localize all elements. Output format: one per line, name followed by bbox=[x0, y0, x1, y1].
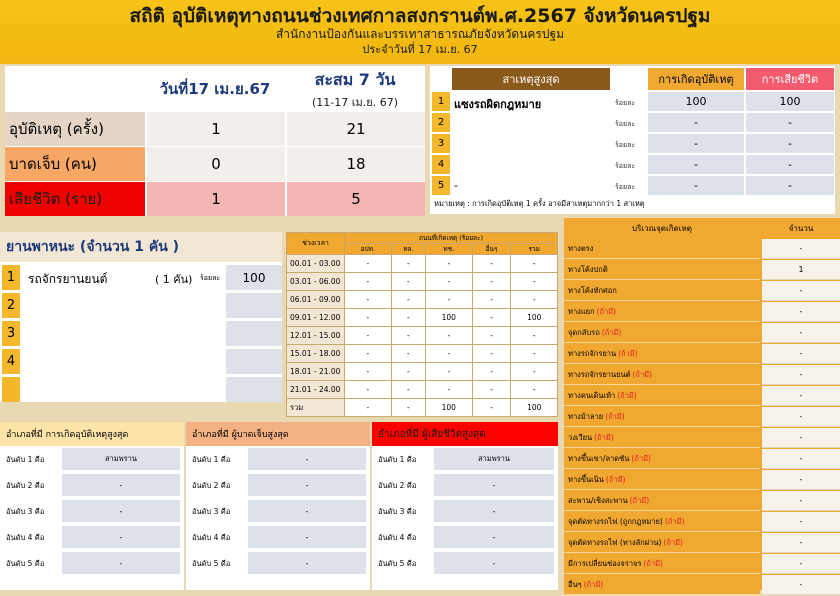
location-label: จุดตัดทางรถไฟ (ถูกกฎหมาย) bbox=[568, 516, 663, 526]
location-suffix: (ถ้ามี) bbox=[629, 495, 650, 505]
location-suffix: (ถ้ามี) bbox=[605, 411, 625, 421]
summary-today-value: 1 bbox=[145, 182, 285, 216]
cause-death-value: - bbox=[744, 134, 834, 153]
location-name bbox=[564, 533, 760, 553]
time-cell: - bbox=[472, 381, 511, 399]
time-slot: 12.01 - 15.00 bbox=[287, 327, 345, 345]
district-rank: อันดับ 2 คือ bbox=[6, 481, 45, 490]
location-row bbox=[564, 386, 840, 407]
district-rank: อันดับ 1 คือ bbox=[192, 455, 231, 464]
location-row bbox=[564, 302, 840, 323]
location-count: - bbox=[762, 344, 840, 364]
location-label: วงเวียน bbox=[568, 432, 593, 442]
cause-accident-value: - bbox=[648, 176, 744, 195]
location-row bbox=[564, 407, 840, 428]
location-count: - bbox=[762, 302, 840, 322]
cause-death-value: - bbox=[744, 155, 834, 174]
vehicle-value bbox=[226, 321, 282, 346]
district-rank: อันดับ 5 คือ bbox=[192, 559, 231, 568]
time-slot: 09.01 - 12.00 bbox=[287, 309, 345, 327]
vehicle-rank: 4 bbox=[2, 349, 20, 374]
road-col-header: อปท. bbox=[345, 244, 392, 255]
location-suffix: (ถ้ามี) bbox=[664, 516, 685, 526]
location-suffix: (ถ้ามี) bbox=[594, 432, 614, 442]
district-value: สามพราน bbox=[434, 448, 554, 470]
time-row bbox=[287, 255, 558, 273]
time-cell: - bbox=[426, 363, 472, 381]
location-name bbox=[564, 554, 760, 574]
percent-label: ร้อยละ bbox=[615, 120, 636, 128]
district-rank: อันดับ 4 คือ bbox=[192, 533, 231, 542]
vehicle-row bbox=[0, 377, 282, 403]
location-label: ทางขึ้นเนิน bbox=[568, 474, 604, 484]
time-cell: - bbox=[345, 399, 392, 417]
time-cell: - bbox=[391, 399, 425, 417]
cause-row bbox=[430, 113, 835, 133]
vehicle-row bbox=[0, 321, 282, 347]
cause-row bbox=[430, 134, 835, 154]
summary-label: เสียชีวิต (ราย) bbox=[5, 182, 145, 216]
time-cell: - bbox=[345, 327, 392, 345]
vehicle-value bbox=[226, 293, 282, 318]
location-label: มีการเปลี่ยนช่องจราจร bbox=[568, 558, 642, 568]
district-rank: อันดับ 4 คือ bbox=[6, 533, 45, 542]
summary-cumulative-value: 21 bbox=[285, 112, 425, 146]
time-cell: - bbox=[345, 363, 392, 381]
locations-col-place: บริเวณจุดเกิดเหตุ bbox=[564, 218, 760, 238]
vehicle-rank bbox=[2, 377, 20, 402]
summary-label: อุบัติเหตุ (ครั้ง) bbox=[5, 112, 145, 146]
district-accidents-title: อำเภอที่มี การเกิดอุบัติเหตุสูงสุด bbox=[0, 422, 184, 446]
time-cell: - bbox=[511, 327, 558, 345]
road-col-header: รวม bbox=[511, 244, 558, 255]
location-row bbox=[564, 365, 840, 386]
location-name bbox=[564, 407, 760, 427]
location-label: ทางตรง bbox=[568, 243, 594, 253]
district-deaths-title: อำเภอที่มี ผู้เสียชีวิตสูงสุด bbox=[372, 422, 558, 446]
district-deaths-panel bbox=[372, 422, 558, 590]
time-cell: - bbox=[426, 381, 472, 399]
location-suffix: (ถ้ามี) bbox=[663, 537, 683, 547]
locations-col-count: จำนวน bbox=[762, 218, 840, 238]
district-rank: อันดับ 1 คือ bbox=[6, 455, 45, 464]
time-cell: - bbox=[391, 363, 425, 381]
cause-accident-value: - bbox=[648, 134, 744, 153]
percent-label: ร้อยละ bbox=[615, 183, 636, 191]
time-cell: - bbox=[472, 255, 511, 273]
location-row bbox=[564, 323, 840, 344]
location-suffix: (ถ้ามี) bbox=[618, 348, 638, 358]
vehicles-panel bbox=[0, 232, 282, 402]
time-slot: 21.01 - 24.00 bbox=[287, 381, 345, 399]
vehicle-value: 100 bbox=[226, 265, 282, 290]
district-injuries-panel bbox=[186, 422, 370, 590]
road-col-header: อื่นๆ bbox=[472, 244, 511, 255]
location-count: - bbox=[762, 470, 840, 490]
percent-label: ร้อยละ bbox=[615, 99, 636, 107]
time-cell: - bbox=[511, 255, 558, 273]
location-row bbox=[564, 344, 840, 365]
cause-accident-value: 100 bbox=[648, 92, 744, 111]
road-group-header: ถนนที่เกิดเหตุ (ร้อยละ) bbox=[345, 233, 558, 244]
location-row bbox=[564, 512, 840, 533]
location-row bbox=[564, 449, 840, 470]
time-row bbox=[287, 399, 558, 417]
time-cell: - bbox=[511, 291, 558, 309]
district-value: - bbox=[248, 552, 366, 574]
location-row bbox=[564, 491, 840, 512]
district-rank: อันดับ 5 คือ bbox=[378, 559, 417, 568]
causes-note: หมายเหตุ : การเกิดอุบัติเหตุ 1 ครั้ง อาจมีสาเหตุมากกว่า 1 สาเหตุ bbox=[434, 199, 645, 208]
district-row bbox=[0, 448, 184, 470]
road-col-header: ทช. bbox=[426, 244, 472, 255]
location-row bbox=[564, 428, 840, 449]
vehicle-value bbox=[226, 377, 282, 402]
road-col-header: ทล. bbox=[391, 244, 425, 255]
percent-label: ร้อยละ bbox=[200, 274, 221, 282]
district-row bbox=[0, 474, 184, 496]
time-cell: - bbox=[345, 381, 392, 399]
summary-panel bbox=[5, 66, 425, 216]
vehicles-title: ยานพาหนะ (จำนวน 1 คัน ) bbox=[0, 232, 282, 262]
location-name bbox=[564, 323, 760, 343]
location-suffix: (ถ้ามี) bbox=[605, 474, 626, 484]
time-cell: - bbox=[426, 255, 472, 273]
location-name bbox=[564, 365, 760, 385]
location-count: - bbox=[762, 575, 840, 595]
vehicle-row bbox=[0, 265, 282, 291]
district-row bbox=[186, 552, 370, 574]
vehicle-rank: 2 bbox=[2, 293, 20, 318]
location-label: ทางม้าลาย bbox=[568, 411, 604, 421]
page-header bbox=[0, 0, 840, 64]
location-row bbox=[564, 260, 840, 281]
location-name bbox=[564, 575, 760, 595]
time-table bbox=[286, 232, 558, 417]
cause-name: - bbox=[454, 179, 458, 192]
time-slot: 18.01 - 21.00 bbox=[287, 363, 345, 381]
time-cell: 100 bbox=[511, 399, 558, 417]
district-rank: อันดับ 1 คือ bbox=[378, 455, 417, 464]
time-cell: - bbox=[345, 309, 392, 327]
district-row bbox=[372, 526, 558, 548]
causes-col-accidents: การเกิดอุบัติเหตุ bbox=[648, 68, 744, 90]
page-subtitle: สำนักงานป้องกันและบรรเทาสาธารณภัยจังหวัดนครปฐม bbox=[275, 27, 565, 41]
location-name bbox=[564, 449, 760, 469]
district-row bbox=[372, 474, 558, 496]
time-slot: รวม bbox=[287, 399, 345, 417]
location-count: - bbox=[762, 554, 840, 574]
location-name bbox=[564, 281, 760, 301]
location-count: - bbox=[762, 491, 840, 511]
causes-col-deaths: การเสียชีวิต bbox=[744, 68, 834, 90]
location-label: ทางรถจักรยาน bbox=[568, 348, 617, 358]
vehicle-row bbox=[0, 293, 282, 319]
time-cell: - bbox=[472, 309, 511, 327]
location-label: ทางรถจักรยานยนต์ bbox=[568, 369, 631, 379]
time-row bbox=[287, 273, 558, 291]
vehicle-row bbox=[0, 349, 282, 375]
district-row bbox=[186, 500, 370, 522]
time-cell: - bbox=[472, 363, 511, 381]
cause-death-value: 100 bbox=[744, 92, 834, 111]
location-suffix: (ถ้ามี) bbox=[601, 327, 622, 337]
causes-panel bbox=[430, 66, 835, 214]
location-count: 1 bbox=[762, 260, 840, 280]
cause-accident-value: - bbox=[648, 155, 744, 174]
vehicle-rank: 1 bbox=[2, 265, 20, 290]
summary-today-value: 1 bbox=[145, 112, 285, 146]
district-rank: อันดับ 4 คือ bbox=[378, 533, 417, 542]
time-cell: 100 bbox=[511, 309, 558, 327]
summary-row-deaths bbox=[5, 182, 425, 216]
district-value: - bbox=[248, 500, 366, 522]
location-name bbox=[564, 302, 760, 322]
location-count: - bbox=[762, 239, 840, 259]
time-cell: - bbox=[426, 273, 472, 291]
district-rank: อันดับ 2 คือ bbox=[378, 481, 417, 490]
location-row bbox=[564, 239, 840, 260]
location-count: - bbox=[762, 323, 840, 343]
location-label: ทางคนเดินเท้า bbox=[568, 390, 616, 400]
time-cell: - bbox=[472, 399, 511, 417]
location-row bbox=[564, 470, 840, 491]
location-row bbox=[564, 554, 840, 575]
location-label: อื่นๆ bbox=[568, 579, 582, 589]
location-label: ทางโค้งหักศอก bbox=[568, 285, 617, 295]
vehicle-value bbox=[226, 349, 282, 374]
summary-col-cumulative-title: สะสม 7 วัน bbox=[314, 69, 396, 89]
time-cell: 100 bbox=[426, 399, 472, 417]
district-row bbox=[186, 474, 370, 496]
location-suffix: (ถ้ามี) bbox=[583, 579, 604, 589]
time-cell: - bbox=[391, 255, 425, 273]
time-cell: - bbox=[391, 291, 425, 309]
location-row bbox=[564, 533, 840, 554]
location-name bbox=[564, 491, 760, 511]
district-value: - bbox=[434, 526, 554, 548]
cause-rank: 4 bbox=[432, 155, 450, 174]
cause-rank: 5 bbox=[432, 176, 450, 195]
summary-cumulative-value: 18 bbox=[285, 147, 425, 181]
time-slot: 00.01 - 03.00 bbox=[287, 255, 345, 273]
location-count: - bbox=[762, 407, 840, 427]
location-row bbox=[564, 575, 840, 596]
time-cell: - bbox=[472, 273, 511, 291]
summary-col-cumulative-sub: (11-17 เม.ย. 67) bbox=[312, 95, 398, 109]
district-row bbox=[372, 448, 558, 470]
district-rank: อันดับ 2 คือ bbox=[192, 481, 231, 490]
location-label: ทางขึ้นเขา/ลาดชัน bbox=[568, 453, 630, 463]
district-row bbox=[0, 526, 184, 548]
time-row bbox=[287, 309, 558, 327]
district-value: - bbox=[62, 474, 180, 496]
percent-label: ร้อยละ bbox=[615, 141, 636, 149]
time-cell: - bbox=[391, 327, 425, 345]
summary-row-accidents bbox=[5, 112, 425, 146]
location-label: จุดตัดทางรถไฟ (ทางลักผ่าน) bbox=[568, 537, 662, 547]
district-value: - bbox=[248, 474, 366, 496]
location-name bbox=[564, 386, 760, 406]
district-row bbox=[186, 448, 370, 470]
district-value: - bbox=[434, 500, 554, 522]
location-name bbox=[564, 428, 760, 448]
causes-title: สาเหตุสูงสุด bbox=[452, 68, 610, 90]
time-slot-header: ช่วงเวลา bbox=[287, 233, 345, 255]
cause-death-value: - bbox=[744, 176, 834, 195]
summary-cumulative-value: 5 bbox=[285, 182, 425, 216]
time-cell: - bbox=[472, 345, 511, 363]
cause-death-value: - bbox=[744, 113, 834, 132]
summary-col-cumulative bbox=[285, 66, 425, 112]
location-row bbox=[564, 281, 840, 302]
district-value: - bbox=[434, 474, 554, 496]
time-cell: - bbox=[426, 291, 472, 309]
summary-row-injuries bbox=[5, 147, 425, 181]
summary-today-value: 0 bbox=[145, 147, 285, 181]
time-cell: - bbox=[391, 273, 425, 291]
date-line: ประจำวันที่ 17 เม.ย. 67 bbox=[362, 43, 478, 56]
time-cell: - bbox=[511, 273, 558, 291]
location-count: - bbox=[762, 449, 840, 469]
location-label: สะพาน/เชิงสะพาน bbox=[568, 495, 628, 505]
time-cell: 100 bbox=[426, 309, 472, 327]
district-value: - bbox=[248, 448, 366, 470]
cause-rank: 3 bbox=[432, 134, 450, 153]
cause-row bbox=[430, 176, 835, 196]
time-slot: 06.01 - 09.00 bbox=[287, 291, 345, 309]
location-count: - bbox=[762, 533, 840, 553]
time-row bbox=[287, 381, 558, 399]
summary-label: บาดเจ็บ (คน) bbox=[5, 147, 145, 181]
district-rank: อันดับ 5 คือ bbox=[6, 559, 45, 568]
page-title: สถิติ อุบัติเหตุทางถนนช่วงเทศกาลสงกรานต์พ.ศ.2567 จังหวัดนครปฐม bbox=[129, 5, 711, 27]
cause-rank: 1 bbox=[432, 92, 450, 111]
time-cell: - bbox=[472, 327, 511, 345]
district-row bbox=[372, 552, 558, 574]
location-count: - bbox=[762, 428, 840, 448]
vehicle-count: ( 1 คัน) bbox=[155, 273, 193, 286]
location-label: ทางแยก bbox=[568, 306, 595, 316]
district-accidents-panel bbox=[0, 422, 184, 590]
time-row bbox=[287, 291, 558, 309]
location-suffix: (ถ้ามี) bbox=[632, 369, 653, 379]
locations-panel bbox=[564, 218, 840, 590]
district-value: - bbox=[62, 500, 180, 522]
district-rank: อันดับ 3 คือ bbox=[378, 507, 417, 516]
location-count: - bbox=[762, 365, 840, 385]
location-suffix: (ถ้ามี) bbox=[596, 306, 617, 316]
cause-accident-value: - bbox=[648, 113, 744, 132]
time-slot: 15.01 - 18.00 bbox=[287, 345, 345, 363]
district-injuries-title: อำเภอที่มี ผู้บาดเจ็บสูงสุด bbox=[186, 422, 370, 446]
time-cell: - bbox=[511, 345, 558, 363]
vehicle-name: รถจักรยานยนต์ bbox=[28, 272, 108, 286]
time-cell: - bbox=[391, 381, 425, 399]
percent-label: ร้อยละ bbox=[615, 162, 636, 170]
location-label: ทางโค้งปกติ bbox=[568, 264, 608, 274]
location-suffix: (ถ้ามี) bbox=[617, 390, 637, 400]
location-name bbox=[564, 239, 760, 259]
district-rank: อันดับ 3 คือ bbox=[6, 507, 45, 516]
district-row bbox=[0, 500, 184, 522]
location-count: - bbox=[762, 281, 840, 301]
cause-row bbox=[430, 155, 835, 175]
time-cell: - bbox=[511, 363, 558, 381]
time-cell: - bbox=[426, 327, 472, 345]
time-cell: - bbox=[391, 345, 425, 363]
location-suffix: (ถ้ามี) bbox=[643, 558, 664, 568]
location-name bbox=[564, 512, 760, 532]
time-row bbox=[287, 363, 558, 381]
time-row bbox=[287, 345, 558, 363]
district-value: - bbox=[434, 552, 554, 574]
cause-rank: 2 bbox=[432, 113, 450, 132]
district-value: - bbox=[62, 552, 180, 574]
district-value: สามพราน bbox=[62, 448, 180, 470]
location-name bbox=[564, 344, 760, 364]
time-cell: - bbox=[472, 291, 511, 309]
time-slot: 03.01 - 06.00 bbox=[287, 273, 345, 291]
district-row bbox=[0, 552, 184, 574]
location-name bbox=[564, 470, 760, 490]
time-cell: - bbox=[391, 309, 425, 327]
vehicle-rank: 3 bbox=[2, 321, 20, 346]
time-cell: - bbox=[426, 345, 472, 363]
cause-name: แซงรถผิดกฎหมาย bbox=[454, 98, 542, 111]
district-rank: อันดับ 3 คือ bbox=[192, 507, 231, 516]
location-count: - bbox=[762, 386, 840, 406]
location-count: - bbox=[762, 512, 840, 532]
time-cell: - bbox=[511, 381, 558, 399]
time-cell: - bbox=[345, 273, 392, 291]
location-suffix: (ถ้ามี) bbox=[631, 453, 651, 463]
summary-col-today: วันที่17 เม.ย.67 bbox=[159, 80, 271, 98]
time-cell: - bbox=[345, 291, 392, 309]
district-row bbox=[372, 500, 558, 522]
district-row bbox=[186, 526, 370, 548]
time-row bbox=[287, 327, 558, 345]
district-value: - bbox=[62, 526, 180, 548]
time-cell: - bbox=[345, 255, 392, 273]
district-value: - bbox=[248, 526, 366, 548]
cause-row bbox=[430, 92, 835, 112]
location-name bbox=[564, 260, 760, 280]
time-cell: - bbox=[345, 345, 392, 363]
location-label: จุดกลับรถ bbox=[568, 327, 600, 337]
